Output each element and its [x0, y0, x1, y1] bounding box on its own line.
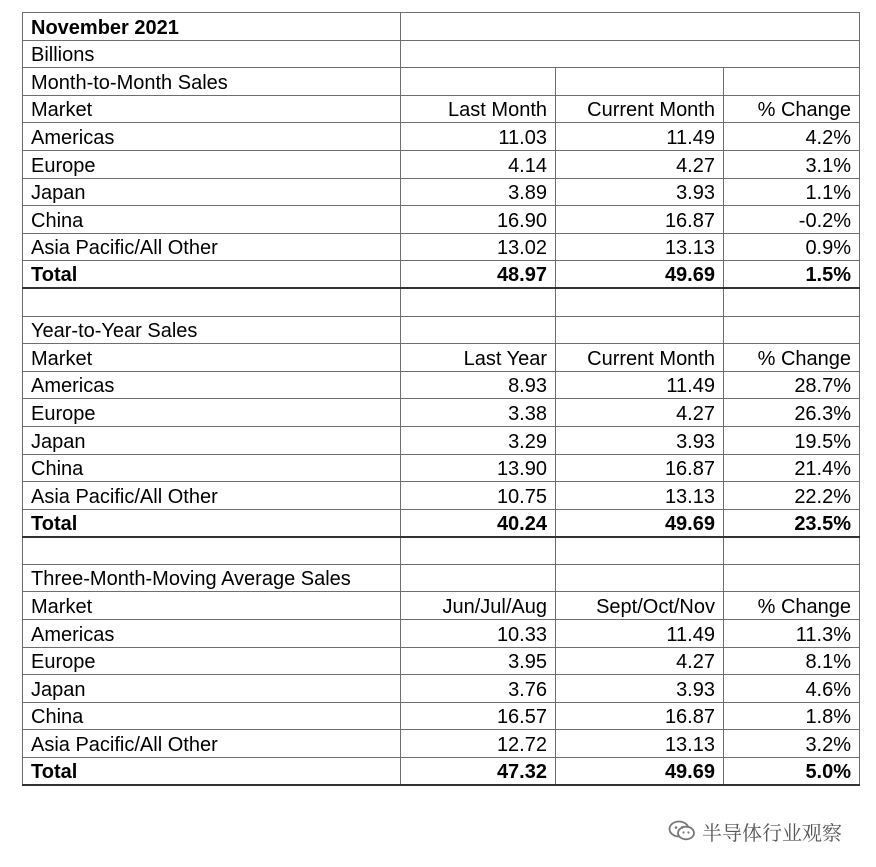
sales-table-sheet	[22, 12, 860, 786]
value-cell: 11.03	[401, 123, 556, 151]
column-header: Market	[23, 592, 401, 620]
total-value: 23.5%	[724, 509, 860, 537]
value-cell: 16.57	[401, 702, 556, 730]
value-cell: 4.2%	[724, 123, 860, 151]
total-row	[23, 261, 860, 289]
sales-table	[22, 12, 860, 786]
value-cell: 0.9%	[724, 233, 860, 261]
section-heading: Year-to-Year Sales	[23, 316, 401, 344]
unit-row	[23, 40, 860, 68]
market-name: China	[23, 454, 401, 482]
market-name: China	[23, 206, 401, 234]
empty-cell	[556, 68, 724, 96]
column-header: % Change	[724, 592, 860, 620]
value-cell: 4.6%	[724, 675, 860, 703]
value-cell: 13.13	[556, 233, 724, 261]
wechat-icon	[668, 819, 696, 843]
column-header: Market	[23, 95, 401, 123]
empty-cell	[401, 288, 556, 316]
total-value: 49.69	[556, 758, 724, 786]
column-header: Market	[23, 344, 401, 372]
value-cell: 10.75	[401, 482, 556, 510]
value-cell: 19.5%	[724, 426, 860, 454]
total-value: 49.69	[556, 261, 724, 289]
empty-cell	[23, 537, 401, 565]
empty-cell	[401, 13, 860, 41]
table-row	[23, 178, 860, 206]
table-row	[23, 454, 860, 482]
total-value: 49.69	[556, 509, 724, 537]
value-cell: 4.27	[556, 399, 724, 427]
value-cell: 13.02	[401, 233, 556, 261]
value-cell: 16.87	[556, 454, 724, 482]
value-cell: 4.14	[401, 150, 556, 178]
empty-cell	[724, 288, 860, 316]
market-name: Europe	[23, 150, 401, 178]
value-cell: 11.3%	[724, 620, 860, 648]
empty-cell	[401, 564, 556, 592]
empty-cell	[724, 564, 860, 592]
section-heading-row	[23, 564, 860, 592]
table-row	[23, 233, 860, 261]
column-header-row	[23, 592, 860, 620]
empty-cell	[556, 537, 724, 565]
total-label: Total	[23, 758, 401, 786]
empty-cell	[401, 316, 556, 344]
total-value: 5.0%	[724, 758, 860, 786]
value-cell: 3.95	[401, 647, 556, 675]
column-header: Sept/Oct/Nov	[556, 592, 724, 620]
table-row	[23, 620, 860, 648]
value-cell: 3.89	[401, 178, 556, 206]
unit-label: Billions	[23, 40, 401, 68]
total-label: Total	[23, 261, 401, 289]
report-title: November 2021	[23, 13, 401, 41]
column-header: Current Month	[556, 344, 724, 372]
section-heading: Month-to-Month Sales	[23, 68, 401, 96]
market-name: Americas	[23, 371, 401, 399]
total-value: 40.24	[401, 509, 556, 537]
column-header: % Change	[724, 344, 860, 372]
section-heading-row	[23, 68, 860, 96]
empty-cell	[556, 288, 724, 316]
table-row	[23, 206, 860, 234]
empty-cell	[23, 288, 401, 316]
market-name: Americas	[23, 620, 401, 648]
market-name: Asia Pacific/All Other	[23, 233, 401, 261]
table-row	[23, 123, 860, 151]
value-cell: -0.2%	[724, 206, 860, 234]
value-cell: 21.4%	[724, 454, 860, 482]
watermark	[668, 818, 842, 844]
market-name: Asia Pacific/All Other	[23, 482, 401, 510]
table-row	[23, 675, 860, 703]
empty-cell	[724, 68, 860, 96]
value-cell: 3.76	[401, 675, 556, 703]
spacer-row	[23, 288, 860, 316]
empty-cell	[724, 537, 860, 565]
value-cell: 16.87	[556, 206, 724, 234]
value-cell: 16.90	[401, 206, 556, 234]
value-cell: 10.33	[401, 620, 556, 648]
title-row	[23, 13, 860, 41]
spacer-row	[23, 537, 860, 565]
value-cell: 11.49	[556, 371, 724, 399]
value-cell: 4.27	[556, 150, 724, 178]
value-cell: 11.49	[556, 123, 724, 151]
column-header-row	[23, 95, 860, 123]
market-name: Europe	[23, 399, 401, 427]
table-row	[23, 730, 860, 758]
value-cell: 26.3%	[724, 399, 860, 427]
value-cell: 11.49	[556, 620, 724, 648]
total-label: Total	[23, 509, 401, 537]
total-value: 1.5%	[724, 261, 860, 289]
market-name: Japan	[23, 426, 401, 454]
column-header: Last Month	[401, 95, 556, 123]
empty-cell	[401, 40, 860, 68]
value-cell: 3.1%	[724, 150, 860, 178]
column-header-row	[23, 344, 860, 372]
column-header: Current Month	[556, 95, 724, 123]
value-cell: 28.7%	[724, 371, 860, 399]
market-name: Asia Pacific/All Other	[23, 730, 401, 758]
watermark-text: 半导体行业观察	[702, 820, 842, 845]
value-cell: 12.72	[401, 730, 556, 758]
table-row	[23, 399, 860, 427]
value-cell: 8.1%	[724, 647, 860, 675]
table-row	[23, 426, 860, 454]
value-cell: 8.93	[401, 371, 556, 399]
section-heading-row	[23, 316, 860, 344]
value-cell: 16.87	[556, 702, 724, 730]
market-name: China	[23, 702, 401, 730]
value-cell: 1.1%	[724, 178, 860, 206]
value-cell: 3.93	[556, 426, 724, 454]
table-row	[23, 150, 860, 178]
value-cell: 3.29	[401, 426, 556, 454]
table-row	[23, 371, 860, 399]
empty-cell	[556, 316, 724, 344]
value-cell: 3.93	[556, 178, 724, 206]
table-row	[23, 702, 860, 730]
total-value: 48.97	[401, 261, 556, 289]
value-cell: 13.13	[556, 730, 724, 758]
value-cell: 3.93	[556, 675, 724, 703]
empty-cell	[401, 537, 556, 565]
market-name: Europe	[23, 647, 401, 675]
value-cell: 13.90	[401, 454, 556, 482]
value-cell: 1.8%	[724, 702, 860, 730]
column-header: Jun/Jul/Aug	[401, 592, 556, 620]
value-cell: 3.38	[401, 399, 556, 427]
empty-cell	[401, 68, 556, 96]
section-heading: Three-Month-Moving Average Sales	[23, 564, 401, 592]
total-value: 47.32	[401, 758, 556, 786]
value-cell: 3.2%	[724, 730, 860, 758]
table-row	[23, 482, 860, 510]
value-cell: 4.27	[556, 647, 724, 675]
market-name: Americas	[23, 123, 401, 151]
total-row	[23, 509, 860, 537]
market-name: Japan	[23, 178, 401, 206]
market-name: Japan	[23, 675, 401, 703]
column-header: Last Year	[401, 344, 556, 372]
value-cell: 13.13	[556, 482, 724, 510]
value-cell: 22.2%	[724, 482, 860, 510]
table-row	[23, 647, 860, 675]
empty-cell	[724, 316, 860, 344]
column-header: % Change	[724, 95, 860, 123]
total-row	[23, 758, 860, 786]
empty-cell	[556, 564, 724, 592]
